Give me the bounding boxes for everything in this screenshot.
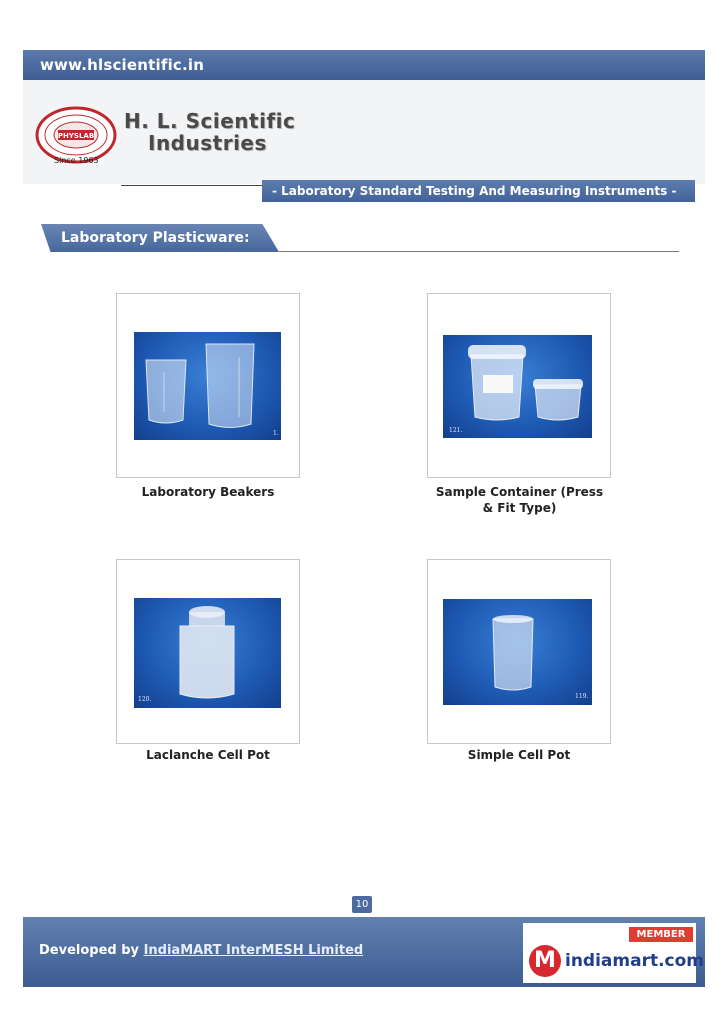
product-photo-simple-cell-pot[interactable] [443, 599, 592, 705]
product-caption: Laboratory Beakers [141, 485, 275, 499]
company-name [124, 110, 295, 154]
product-caption-line1: Sample Container (Press [435, 485, 604, 499]
developed-by [39, 943, 363, 958]
sample-container-image [443, 335, 592, 438]
laclanche-pot-image [134, 598, 281, 708]
indiamart-member-badge[interactable] [523, 923, 705, 983]
product-photo-sample-container[interactable] [443, 335, 592, 438]
plate-number: 1. [273, 430, 279, 437]
company-name-line2: Industries [148, 131, 267, 155]
company-name-line1: H. L. Scientific [124, 109, 296, 133]
top-bar [23, 50, 705, 80]
product-caption: Laclanche Cell Pot [146, 748, 270, 762]
page-number: 10 [352, 896, 372, 913]
plate-number: 121. [449, 427, 463, 434]
product-photo-laclanche-cell-pot[interactable] [134, 598, 281, 708]
plate-number: 120. [138, 696, 152, 703]
product-caption: Simple Cell Pot [467, 748, 571, 762]
plate-number: 119. [575, 693, 589, 700]
member-label: MEMBER [629, 927, 693, 942]
indiamart-m-icon: M [529, 945, 561, 977]
section-divider [279, 251, 679, 252]
seal-text: PHYSLAB [57, 132, 95, 140]
simple-cell-pot-image [443, 599, 592, 705]
since-label: Since 1963 [54, 156, 99, 165]
product-photo-beakers[interactable] [134, 332, 281, 440]
beakers-image [134, 332, 281, 440]
developer-link[interactable]: IndiaMART InterMESH Limited [143, 943, 364, 958]
developed-by-label: Developed by [39, 943, 140, 958]
section-title: Laboratory Plasticware: [61, 230, 250, 246]
indiamart-brand-text: indiamart.com [565, 951, 705, 971]
tagline-banner: - Laboratory Standard Testing And Measuring Instruments - [262, 180, 695, 202]
product-caption-line2: & Fit Type) [482, 501, 557, 515]
product-caption [422, 484, 617, 516]
catalog-page [23, 50, 705, 987]
website-url[interactable]: www.hlscientific.in [40, 56, 205, 74]
header-divider [121, 185, 281, 186]
